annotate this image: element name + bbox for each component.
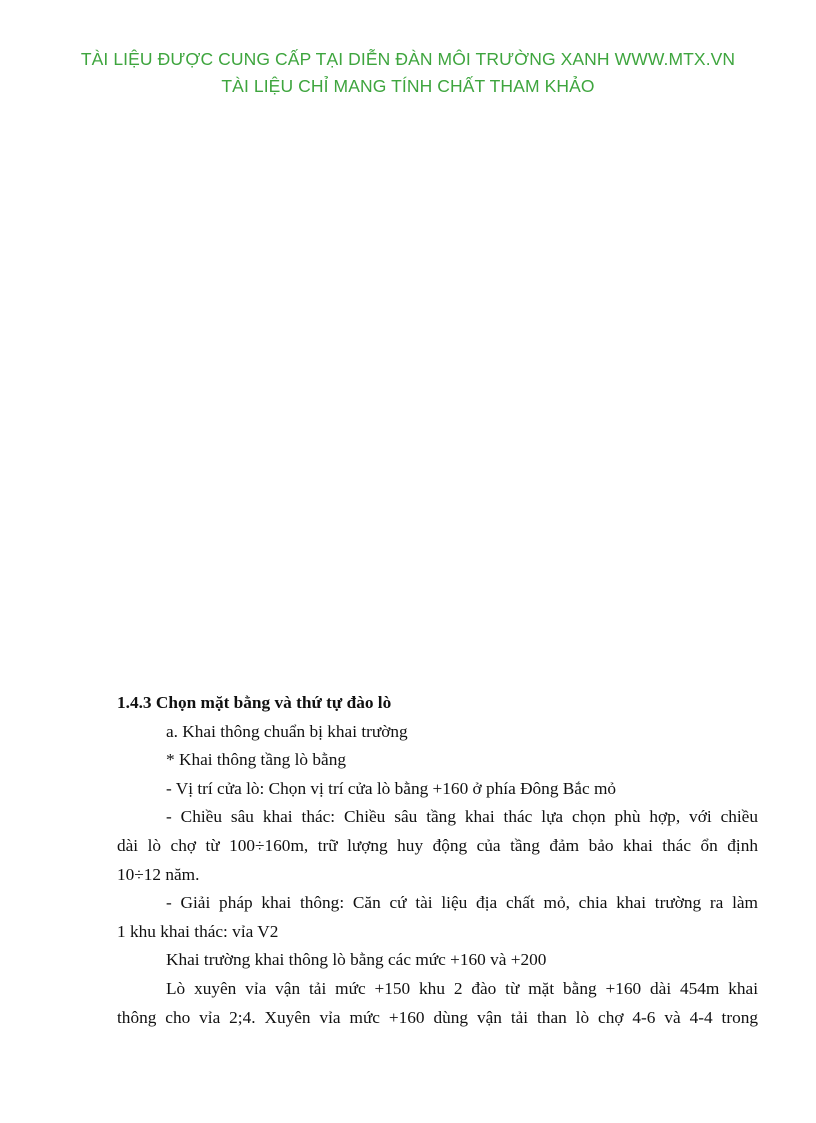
paragraph-giai-phap xyxy=(117,889,758,946)
document-body xyxy=(117,689,758,1032)
watermark-header xyxy=(0,46,816,100)
paragraph-line: dài lò chợ từ 100÷160m, trữ lượng huy động của tầng đảm bảo khai thác ổn định xyxy=(117,835,758,855)
paragraph-vi-tri: - Vị trí cửa lò: Chọn vị trí cửa lò bằng +160 ở phía Đông Bắc mỏ xyxy=(166,778,617,798)
paragraph-khai-truong: Khai trường khai thông lò bằng các mức +160 và +200 xyxy=(166,950,547,970)
paragraph-line: - Chiều sâu khai thác: Chiều sâu tầng khai thác lựa chọn phù hợp, với chiều xyxy=(166,807,758,827)
subsection-star: * Khai thông tầng lò bằng xyxy=(166,750,346,770)
paragraph-line: Lò xuyên vỉa vận tải mức +150 khu 2 đào từ mặt bằng +160 dài 454m khai xyxy=(166,978,758,998)
paragraph-chieu-sau xyxy=(117,803,758,889)
paragraph-lo-xuyen xyxy=(117,975,758,1032)
paragraph-line: thông cho vỉa 2;4. Xuyên vỉa mức +160 dùng vận tải than lò chợ 4-6 và 4-4 trong xyxy=(117,1007,758,1027)
subsection-a: a. Khai thông chuẩn bị khai trường xyxy=(166,721,408,741)
paragraph-line: 1 khu khai thác: vỉa V2 xyxy=(117,921,279,941)
paragraph-line: - Giải pháp khai thông: Căn cứ tài liệu địa chất mỏ, chia khai trường ra làm xyxy=(166,893,758,913)
watermark-line-1: TÀI LIỆU ĐƯỢC CUNG CẤP TẠI DIỄN ĐÀN MÔI TRƯỜNG XANH WWW.MTX.VN xyxy=(80,49,736,69)
section-heading: 1.4.3 Chọn mặt bằng và thứ tự đào lò xyxy=(117,693,392,712)
paragraph-line: 10÷12 năm. xyxy=(117,864,200,884)
watermark-line-2: TÀI LIỆU CHỈ MANG TÍNH CHẤT THAM KHẢO xyxy=(221,76,595,96)
